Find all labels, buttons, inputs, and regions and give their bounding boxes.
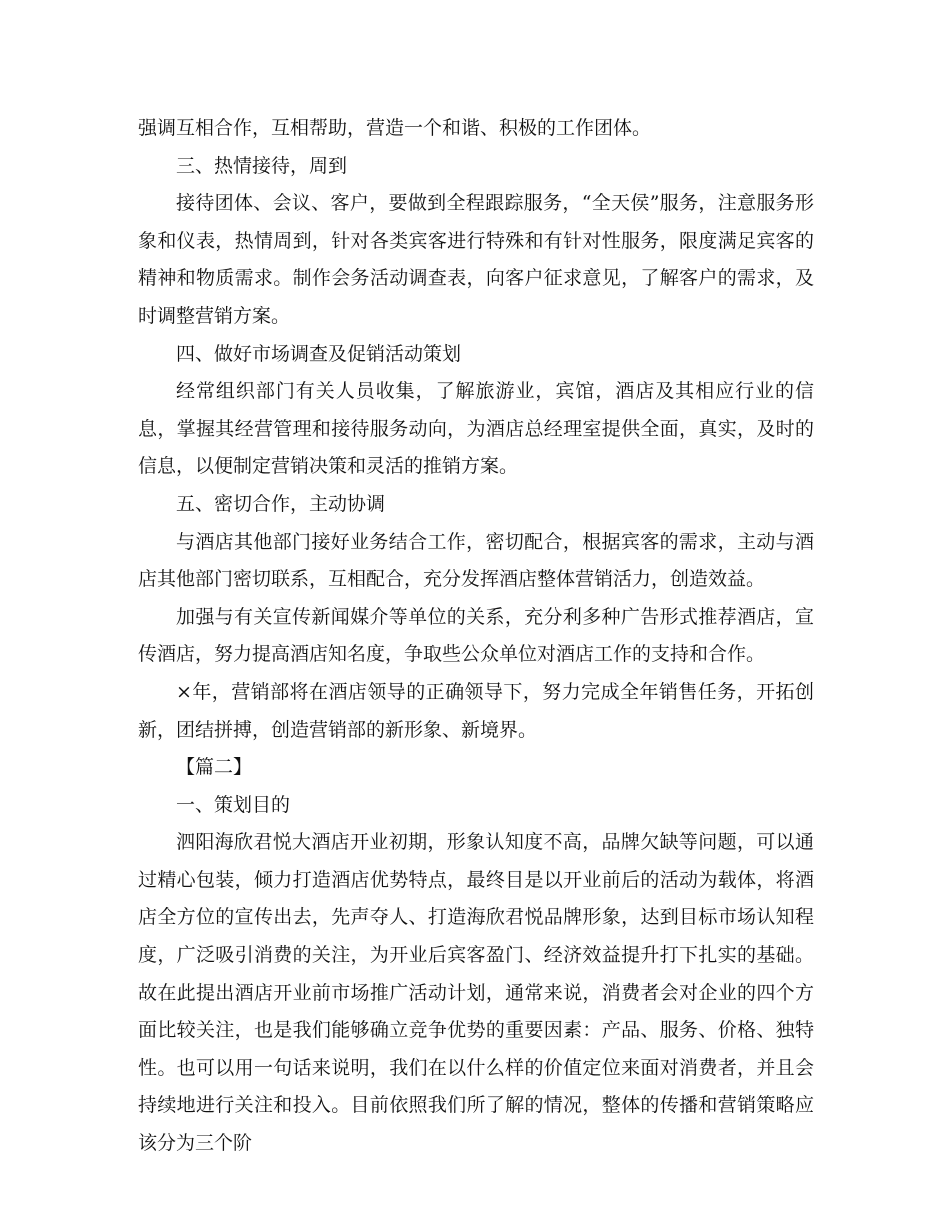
paragraph-cooperation: 与酒店其他部门接好业务结合工作，密切配合，根据宾客的需求，主动与酒店其他部门密切联系，互相配合，充分发挥酒店整体营销活力，创造效益。: [138, 530, 814, 591]
document-page: [138, 110, 814, 1163]
paragraph-market-research: 经常组织部门有关人员收集，了解旅游业，宾馆，酒店及其相应行业的信息，掌握其经营管理和接待服务动向，为酒店总经理室提供全面，真实，及时的信息，以便制定营销决策和灵活的推销方案。: [138, 380, 814, 478]
paragraph-purpose: 泗阳海欣君悦大酒店开业初期，形象认知度不高，品牌欠缺等问题，可以通过精心包装，倾力打造酒店优势特点，最终目是以开业前后的活动为载体，将酒店全方位的宣传出去，先声夺人、打造海欣君悦品牌形象，达到目标市场认知程度，广泛吸引消费的关注，为开业后宾客盈门、经济效益提升打下扎实的基础。故在此提出酒店开业前市场推广活动计划，通常来说，消费者会对企业的四个方面比较关注，也是我们能够确立竞争优势的重要因素：产品、服务、价格、独特性。也可以用一句话来说明，我们在以什么样的价值定位来面对消费者，并且会持续地进行关注和投入。目前依照我们所了解的情况，整体的传播和营销策略应该分为三个阶: [138, 831, 814, 1155]
section-heading-3: 三、热情接待，周到: [176, 154, 348, 177]
section-heading-4: 四、做好市场调查及促销活动策划: [176, 342, 462, 365]
section-heading-5: 五、密切合作，主动协调: [176, 492, 386, 515]
section-heading-1: 一、策划目的: [176, 793, 291, 816]
paragraph-media: 加强与有关宣传新闻媒介等单位的关系，充分利多种广告形式推荐酒店，宣传酒店，努力提高酒店知名度，争取些公众单位对酒店工作的支持和合作。: [138, 605, 814, 666]
paragraph-year-goal: ×年，营销部将在酒店领导的正确领导下，努力完成全年销售任务，开拓创新，团结拼搏，创造营销部的新形象、新境界。: [138, 680, 814, 741]
paragraph-continuation: 强调互相合作，互相帮助，营造一个和谐、积极的工作团体。: [138, 117, 652, 139]
paragraph-reception: 接待团体、会议、客户，要做到全程跟踪服务，“全天侯”服务，注意服务形象和仪表，热情周到，针对各类宾客进行特殊和有针对性服务，限度满足宾客的精神和物质需求。制作会务活动调查表，向客户征求意见，了解客户的需求，及时调整营销方案。: [138, 192, 814, 327]
part-two-title: 【篇二】: [176, 756, 253, 779]
